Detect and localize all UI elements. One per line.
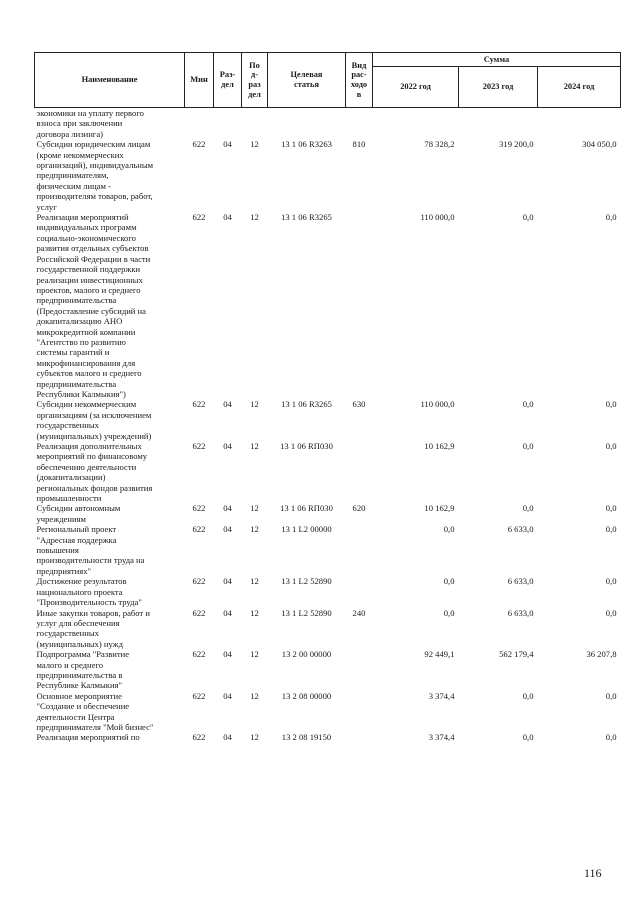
cell-s24: 0,0: [605, 503, 617, 514]
cell-pr: 12: [250, 732, 259, 743]
cell-s23: 562 179,4: [499, 649, 534, 660]
cell-rz: 04: [223, 690, 232, 701]
cell-rz: 04: [223, 399, 232, 410]
cell-s24: 0,0: [605, 732, 617, 743]
cell-pr: 12: [250, 399, 259, 410]
cell-name: Субсидии некоммерческим организациям (за исключением государственных (муниципальных) учреждений): [36, 399, 152, 441]
cell-name: Реализация мероприятий индивидуальных программ социально-экономического развития отдельных субъектов Российской Федерации в части государственной поддержки реализации инвестиционных проектов, малого и среднего предпринимательства (Предоставление субсидий на докапитализацию АНО микрокредитной компании "Агентство по развитию системы гарантий и микрофинансирования для субъектов малого и среднего предпринимательства Республики Калмыкия"): [36, 212, 151, 399]
header-year-2024: 2024 год: [538, 67, 621, 108]
cell-rz: 04: [223, 732, 232, 743]
table-row: [35, 691, 621, 733]
cell-cs: 13 1 06 RП030: [280, 441, 333, 451]
table-row: [35, 503, 621, 524]
cell-pr: 12: [250, 607, 259, 618]
cell-pr: [242, 108, 268, 140]
cell-name: Реализация дополнительных мероприятий по финансовому обеспечению деятельности (докапитализации) региональных фондов развития промышленности: [36, 441, 153, 504]
cell-pr: 12: [250, 576, 259, 587]
cell-pr: 12: [250, 441, 259, 451]
header-name: Наименование: [35, 53, 185, 108]
cell-pr: 12: [250, 649, 259, 660]
header-sum: Сумма: [373, 53, 621, 67]
cell-s22: 78 328,2: [424, 139, 455, 150]
cell-pr: 12: [250, 524, 259, 535]
cell-cs: 13 1 06 R3265: [281, 399, 332, 410]
table-header: [35, 53, 621, 108]
cell-vr: 810: [352, 139, 366, 150]
cell-name: Региональный проект "Адресная поддержка повышения производительности труда на предприятиях": [36, 524, 145, 576]
cell-vr: 620: [352, 503, 366, 514]
cell-s23: 0,0: [522, 399, 534, 410]
cell-vr: [346, 108, 373, 140]
cell-rz: [214, 108, 242, 140]
header-razdel: Раз- дел: [214, 53, 242, 108]
cell-s22: 0,0: [443, 524, 455, 535]
cell-min: 622: [192, 649, 206, 660]
cell-min: 622: [192, 399, 206, 410]
cell-name: Достижение результатов национального проекта "Производительность труда": [36, 576, 142, 608]
cell-pr: 12: [250, 690, 259, 701]
cell-cs: 13 1 06 R3265: [281, 212, 332, 223]
cell-s24: 0,0: [605, 576, 617, 587]
cell-min: 622: [192, 576, 206, 587]
cell-name: Иные закупки товаров, работ и услуг для обеспечения государственных (муниципальных) нужд: [36, 607, 150, 649]
cell-rz: 04: [223, 503, 232, 514]
cell-s24: 0,0: [605, 441, 617, 451]
cell-rz: 04: [223, 139, 232, 150]
table-row: [35, 399, 621, 441]
cell-name: Основное мероприятие "Создание и обеспечение деятельности Центра предпринимателя "Мой бизнес": [36, 690, 154, 732]
cell-min: 622: [192, 690, 206, 701]
cell-s24: 0,0: [605, 399, 617, 410]
header-year-2022: 2022 год: [373, 67, 459, 108]
cell-min: 622: [192, 607, 206, 618]
cell-cs: [268, 108, 346, 140]
cell-cs: 13 2 08 19150: [281, 732, 332, 743]
header-min: Мин: [185, 53, 214, 108]
cell-vr: [346, 212, 373, 399]
table-row: [35, 608, 621, 650]
cell-min: 622: [192, 139, 206, 150]
cell-s23: 6 633,0: [507, 576, 534, 587]
cell-cs: 13 1 L2 52890: [281, 576, 332, 587]
cell-name: Реализация мероприятий по: [36, 732, 140, 743]
cell-s22: [373, 108, 459, 140]
cell-s23: 0,0: [522, 503, 534, 514]
cell-s22: 92 449,1: [424, 649, 455, 660]
cell-pr: 12: [250, 212, 259, 223]
header-expense-type: Вид рас- ходо в: [346, 53, 373, 108]
cell-s24: 0,0: [605, 524, 617, 535]
cell-name: Подпрограмма "Развитие малого и среднего предпринимательства в Республике Калмыкия": [36, 649, 130, 691]
cell-rz: 04: [223, 441, 232, 451]
cell-s24: 0,0: [605, 212, 617, 223]
cell-min: 622: [192, 524, 206, 535]
cell-cs: 13 2 00 00000: [281, 649, 332, 660]
cell-rz: 04: [223, 607, 232, 618]
cell-vr: 240: [352, 607, 366, 618]
cell-vr: [346, 524, 373, 576]
cell-min: 622: [192, 212, 206, 223]
cell-min: 622: [192, 441, 206, 451]
cell-min: [185, 108, 214, 140]
cell-cs: 13 1 06 RП030: [280, 503, 333, 514]
cell-pr: 12: [250, 139, 259, 150]
table-row: [35, 212, 621, 399]
cell-vr: [346, 732, 373, 742]
cell-s24: 0,0: [605, 690, 617, 701]
cell-cs: 13 2 08 00000: [281, 690, 332, 701]
table-row: [35, 732, 621, 742]
cell-s23: 319 200,0: [499, 139, 534, 150]
table-row: [35, 576, 621, 607]
budget-table: [34, 52, 621, 743]
cell-rz: 04: [223, 649, 232, 660]
header-year-2023: 2023 год: [459, 67, 538, 108]
cell-name: Субсидии автономным учреждениям: [36, 503, 121, 524]
cell-vr: [346, 576, 373, 607]
cell-s22: 0,0: [443, 576, 455, 587]
cell-s23: 0,0: [522, 212, 534, 223]
cell-cs: 13 1 L2 52890: [281, 607, 332, 618]
cell-cs: 13 1 06 R3263: [281, 139, 332, 150]
table-row: [35, 441, 621, 503]
cell-s22: 0,0: [443, 607, 455, 618]
cell-s23: 6 633,0: [507, 524, 534, 535]
cell-vr: [346, 441, 373, 503]
cell-min: 622: [192, 732, 206, 743]
table-row: [35, 108, 621, 140]
cell-s22: 10 162,9: [424, 441, 455, 451]
cell-s23: [459, 108, 538, 140]
cell-rz: 04: [223, 524, 232, 535]
cell-name: Субсидии юридическим лицам (кроме некоммерческих организаций), индивидуальным предпринимателям, физическим лицам - производителям товаров, работ, услуг: [36, 139, 154, 212]
cell-min: 622: [192, 503, 206, 514]
cell-s23: 6 633,0: [507, 607, 534, 618]
cell-rz: 04: [223, 212, 232, 223]
cell-s22: 3 374,4: [428, 732, 455, 743]
cell-s22: 110 000,0: [420, 212, 455, 223]
table-body: [35, 108, 621, 743]
header-target-article: Целевая статья: [268, 53, 346, 108]
cell-s23: 0,0: [522, 690, 534, 701]
table-row: [35, 524, 621, 576]
cell-s23: 0,0: [522, 732, 534, 743]
table-row: [35, 139, 621, 212]
cell-s22: 3 374,4: [428, 690, 455, 701]
cell-s23: 0,0: [522, 441, 534, 451]
cell-rz: 04: [223, 576, 232, 587]
cell-s24: 304 050,0: [582, 139, 617, 150]
header-podrazdel: По д- раз дел: [242, 53, 268, 108]
cell-s22: 10 162,9: [424, 503, 455, 514]
cell-vr: 630: [352, 399, 366, 410]
cell-vr: [346, 691, 373, 733]
cell-s24: 0,0: [605, 607, 617, 618]
cell-vr: [346, 649, 373, 691]
cell-name: экономики на уплату первого взноса при заключении договора лизинга): [36, 108, 144, 139]
page-number: 116: [584, 866, 602, 880]
cell-s24: [538, 108, 621, 140]
cell-s22: 110 000,0: [420, 399, 455, 410]
table-row: [35, 649, 621, 691]
cell-pr: 12: [250, 503, 259, 514]
cell-s24: 36 207,8: [586, 649, 617, 660]
cell-cs: 13 1 L2 00000: [281, 524, 332, 535]
